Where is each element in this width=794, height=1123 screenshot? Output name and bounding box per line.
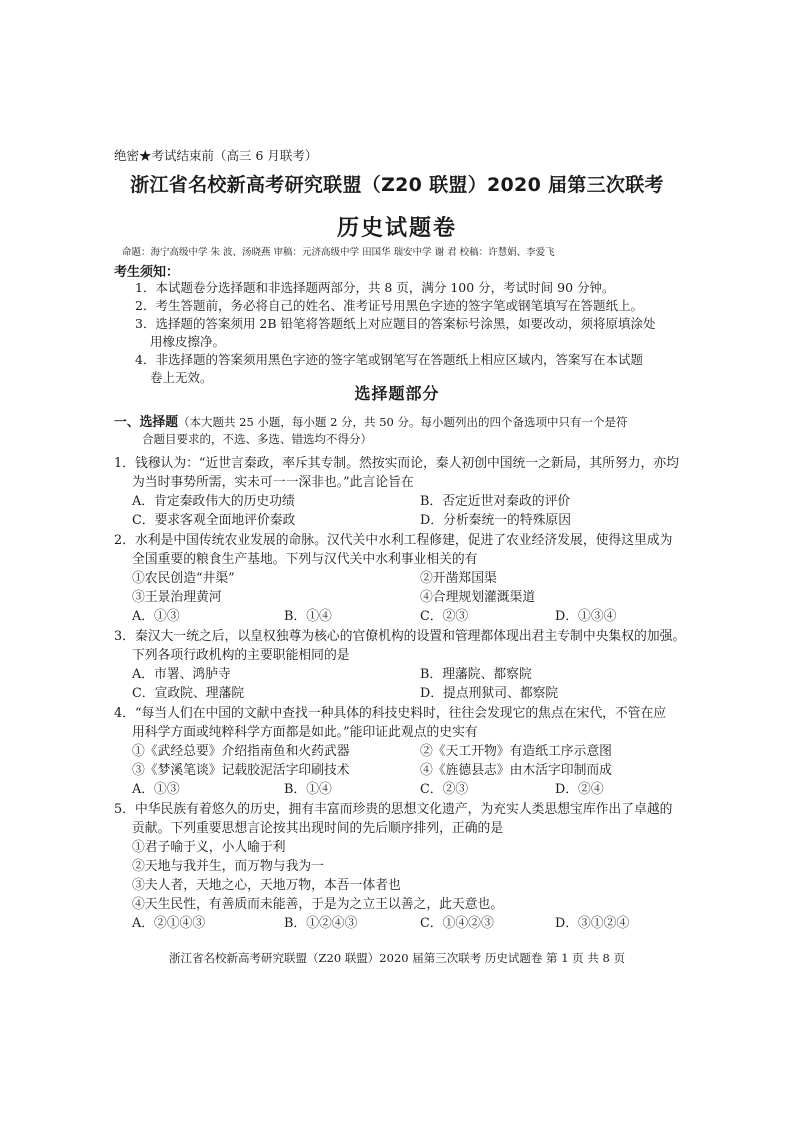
q4-item-4: ④《旌德县志》由木活字印制而成 <box>420 763 612 778</box>
q2-option-c: C．②③ <box>420 609 469 624</box>
question-1-line: 1．钱穆认为：“近世言秦政，率斥其专制。然按实而论，秦人初创中国统一之新局，其所努力，亦均 <box>114 456 679 471</box>
q4-option-c: C．②③ <box>420 782 469 797</box>
q5-option-c: C．①④②③ <box>420 916 494 931</box>
question-2-line: 全国重要的粮食生产基地。下列与汉代关中水利事业相关的有 <box>132 552 478 567</box>
q4-option-b: B．①④ <box>284 782 332 797</box>
question-4-line: 用科学方面或纯粹科学方面都是如此。”能印证此观点的史实有 <box>132 725 478 740</box>
q1-option-b: B．否定近世对秦政的评价 <box>420 494 571 509</box>
q4-item-2: ②《天工开物》有造纸工序示意图 <box>420 744 612 759</box>
notice-heading: 考生须知： <box>114 265 180 280</box>
q3-option-d: D．提点刑狱司、都察院 <box>420 686 559 701</box>
q2-option-a: A．①③ <box>132 609 180 624</box>
q5-option-b: B．①②④③ <box>284 916 358 931</box>
q5-item-1: ①君子喻于义，小人喻于利 <box>132 840 286 855</box>
q1-option-c: C．要求客观全面地评价秦政 <box>132 513 296 528</box>
question-2-line: 2．水利是中国传统农业发展的命脉。汉代关中水利工程修建，促进了农业经济发展，使得这里成为 <box>114 533 673 548</box>
q5-item-4: ④天生民性，有善质而未能善，于是为之立王以善之，此天意也。 <box>132 897 504 912</box>
question-3-line: 3．秦汉大一统之后，以皇权独尊为核心的官僚机构的设置和管理都体现出君主专制中央集权的加强。 <box>114 629 686 644</box>
q2-item-3: ③王景治理黄河 <box>132 590 222 605</box>
q4-item-3: ③《梦溪笔谈》记载胶泥活字印刷技术 <box>132 763 350 778</box>
q3-option-b: B．理藩院、都察院 <box>420 667 532 682</box>
notice-item: 3．选择题的答案须用 2B 铅笔将答题纸上对应题目的答案标号涂黑，如要改动，须将原填涂处 <box>135 316 656 331</box>
q4-option-a: A．①③ <box>132 782 180 797</box>
confidential-line: 绝密★考试结束前（高三 6 月联考） <box>114 148 318 163</box>
exam-subtitle: 历史试题卷 <box>336 216 457 241</box>
question-3-line: 下列各项行政机构的主要职能相同的是 <box>132 648 350 663</box>
q4-item-1: ①《武经总要》介绍指南鱼和火药武器 <box>132 744 350 759</box>
q2-option-d: D．①③④ <box>555 609 617 624</box>
q3-option-c: C．宣政院、理藩院 <box>132 686 245 701</box>
authors-line: 命题：海宁高级中学 朱 波、汤晓燕 审稿：元济高级中学 田国华 瑞安中学 谢 君 校稿：许慧娟、李爱飞 <box>122 247 555 258</box>
q1-option-a: A．肯定秦政伟大的历史功绩 <box>132 494 295 509</box>
q3-option-a: A．市署、鸿胪寺 <box>132 667 231 682</box>
q1-option-d: D．分析秦统一的特殊原因 <box>420 513 572 528</box>
notice-item: 用橡皮擦净。 <box>150 334 226 349</box>
notice-item: 1．本试题卷分选择题和非选择题两部分，共 8 页，满分 100 分，考试时间 90 分钟。 <box>135 280 615 295</box>
question-5-line: 5．中华民族有着悠久的历史，拥有丰富而珍贵的思想文化遗产，为充实人类思想宝库作出了卓越的 <box>114 802 673 817</box>
notice-item: 卷上无效。 <box>150 370 213 385</box>
notice-item: 2．考生答题前，务必将自己的姓名、准考证号用黑色字迹的签字笔或钢笔填写在答题纸上。 <box>135 298 643 313</box>
question-1-line: 为当时事势所需，实未可一一深非也。”此言论旨在 <box>132 475 414 490</box>
q2-item-4: ④合理规划灌溉渠道 <box>420 590 536 605</box>
q5-option-a: A．②①④③ <box>132 916 206 931</box>
q5-item-2: ②天地与我并生，而万物与我为一 <box>132 859 324 874</box>
question-5-line: 贡献。下列重要思想言论按其出现时间的先后顺序排列，正确的是 <box>132 821 504 836</box>
q2-item-1: ①农民创造“井渠” <box>132 571 235 586</box>
q5-option-d: D．③①②④ <box>555 916 630 931</box>
question-4-line: 4．“每当人们在中国的文献中查找一种具体的科技史料时，往往会发现它的焦点在宋代，不管在应 <box>114 706 667 721</box>
q2-item-2: ②开凿郑国渠 <box>420 571 497 586</box>
exam-title: 浙江省名校新高考研究联盟（Z20 联盟）2020 届第三次联考 <box>130 174 664 196</box>
notice-item: 4．非选择题的答案须用黑色字迹的签字笔或钢笔写在答题纸上相应区域内，答案写在本试题 <box>135 352 643 367</box>
q2-option-b: B．①④ <box>284 609 332 624</box>
q4-option-d: D．②④ <box>555 782 604 797</box>
section-instruction <box>114 411 628 430</box>
page-footer: 浙江省名校新高考研究联盟（Z20 联盟）2020 届第三次联考 历史试题卷 第 1 页 共 8 页 <box>169 951 625 965</box>
instruction-text: 合题目要求的，不选、多选、错选均不得分） <box>142 432 372 446</box>
q5-item-3: ③夫人者，天地之心，天地万物，本吾一体者也 <box>132 878 401 893</box>
instruction-label: 一、选择题 <box>114 415 178 430</box>
section-heading: 选择题部分 <box>354 384 440 403</box>
instruction-text: （本大题共 25 小题，每小题 2 分，共 50 分。每小题列出的四个备选项中只有一个是符 <box>177 415 628 429</box>
